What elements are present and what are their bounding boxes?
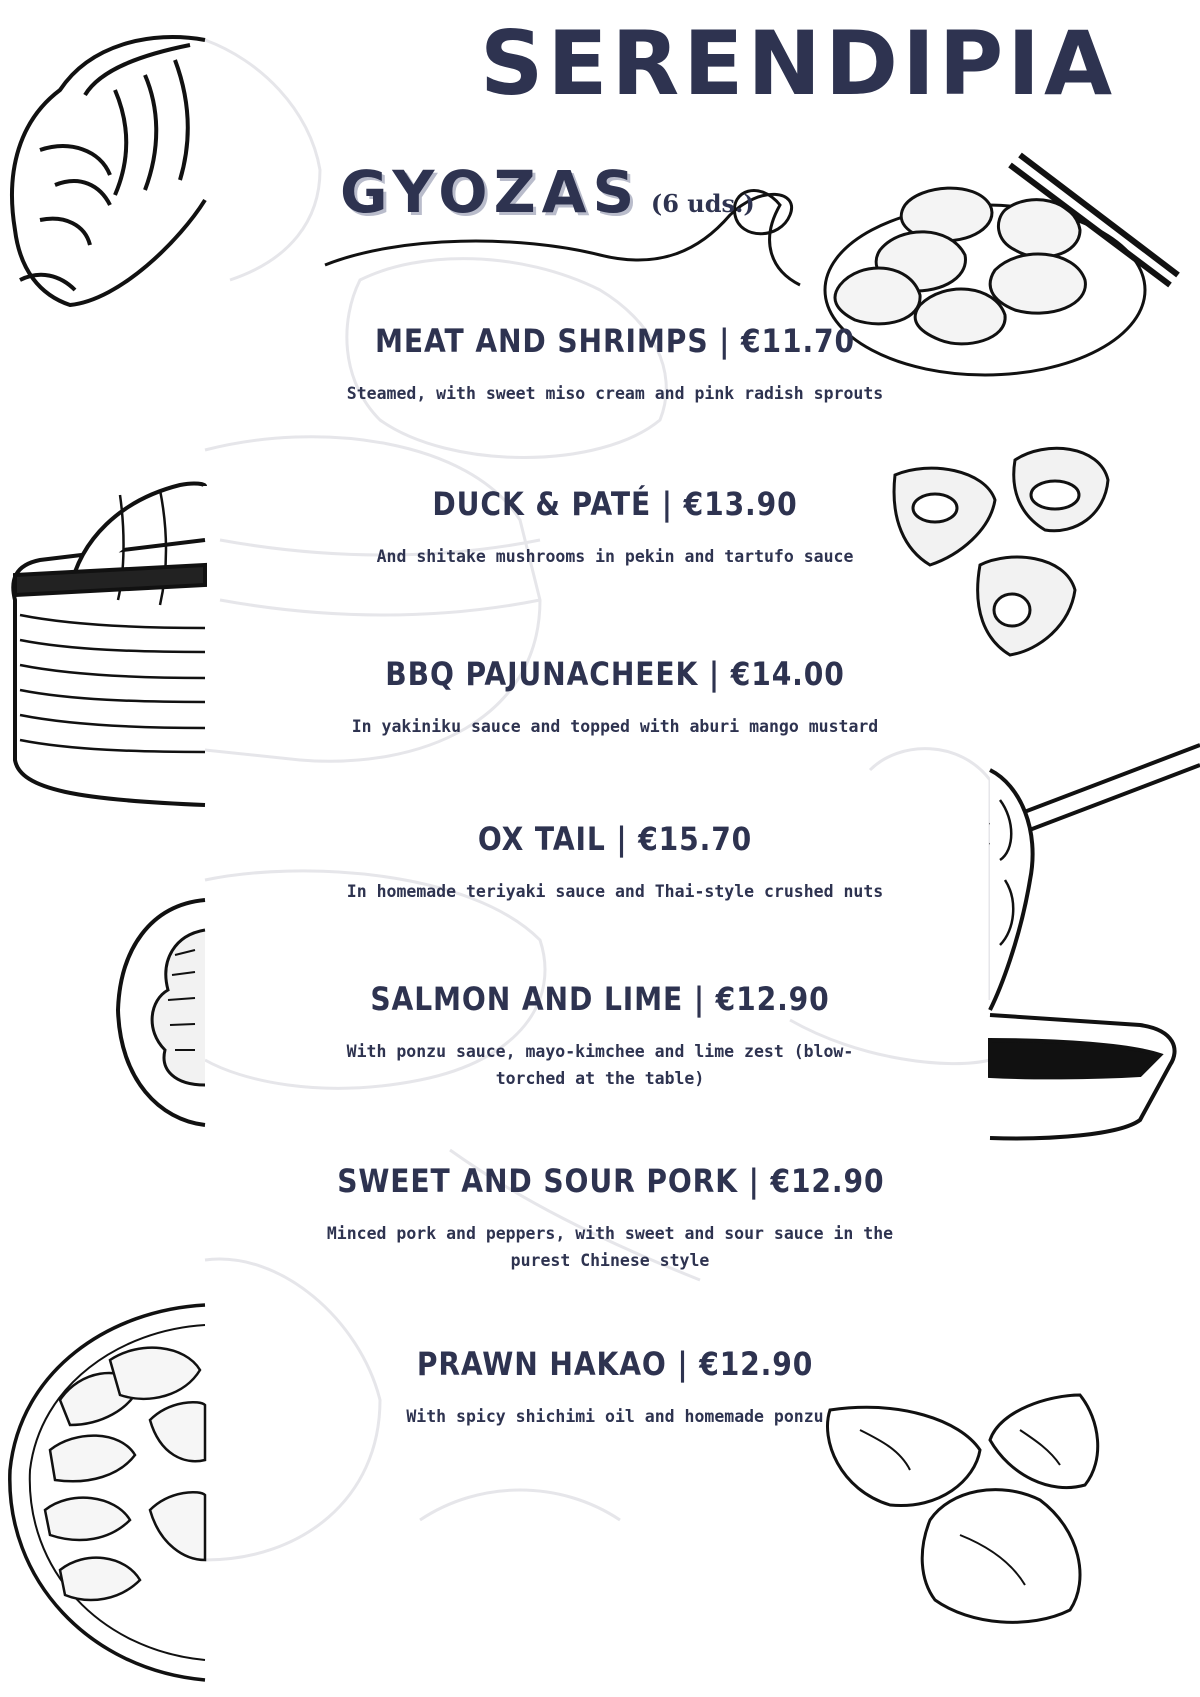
menu-item-name: SWEET AND SOUR PORK | €12.90 bbox=[337, 1162, 885, 1200]
menu-item-name: PRAWN HAKAO | €12.90 bbox=[416, 1345, 814, 1383]
menu-item-desc: In homemade teriyaki sauce and Thai-style crushed nuts bbox=[346, 882, 884, 901]
gyoza-bowl-icon bbox=[10, 1305, 205, 1680]
menu-item bbox=[300, 1345, 930, 1430]
menu-item-name: BBQ PAJUNACHEEK | €14.00 bbox=[385, 655, 845, 693]
menu-item-name: SALMON AND LIME | €12.90 bbox=[370, 980, 830, 1018]
menu-item-desc: With spicy shichimi oil and homemade ponzu bbox=[406, 1407, 824, 1426]
menu-item bbox=[330, 980, 870, 1092]
bamboo-steamer-icon bbox=[13, 483, 205, 805]
menu-item bbox=[300, 322, 930, 407]
menu-item bbox=[300, 655, 930, 740]
menu-item-desc: In yakiniku sauce and topped with aburi mango mustard bbox=[351, 717, 879, 736]
menu-item-desc: With ponzu sauce, mayo-kimchee and lime zest (blow-torched at the table) bbox=[346, 1042, 854, 1088]
menu-item-name: MEAT AND SHRIMPS | €11.70 bbox=[375, 322, 855, 360]
chopsticks-dumpling-icon bbox=[990, 745, 1200, 1010]
menu-item bbox=[300, 820, 930, 905]
menu-item-name: DUCK & PATÉ | €13.90 bbox=[432, 485, 798, 523]
menu-item bbox=[300, 1162, 920, 1274]
gyoza-plate-icon bbox=[118, 900, 205, 1125]
restaurant-name: SERENDIPIA bbox=[480, 12, 1117, 115]
menu-item-desc: Minced pork and peppers, with sweet and sour sauce in the purest Chinese style bbox=[326, 1224, 894, 1270]
section-header bbox=[340, 158, 755, 226]
gyoza-sketch-icon bbox=[12, 37, 205, 305]
menu-item-desc: And shitake mushrooms in pekin and tartufo sauce bbox=[376, 547, 854, 566]
section-note: (6 uds.) bbox=[650, 189, 755, 218]
menu-item-desc: Steamed, with sweet miso cream and pink radish sprouts bbox=[346, 384, 884, 403]
menu-item-name: OX TAIL | €15.70 bbox=[477, 820, 753, 858]
dipping-bowl-icon bbox=[990, 1015, 1175, 1138]
menu-item bbox=[300, 485, 930, 570]
section-title: GYOZAS bbox=[340, 158, 641, 226]
